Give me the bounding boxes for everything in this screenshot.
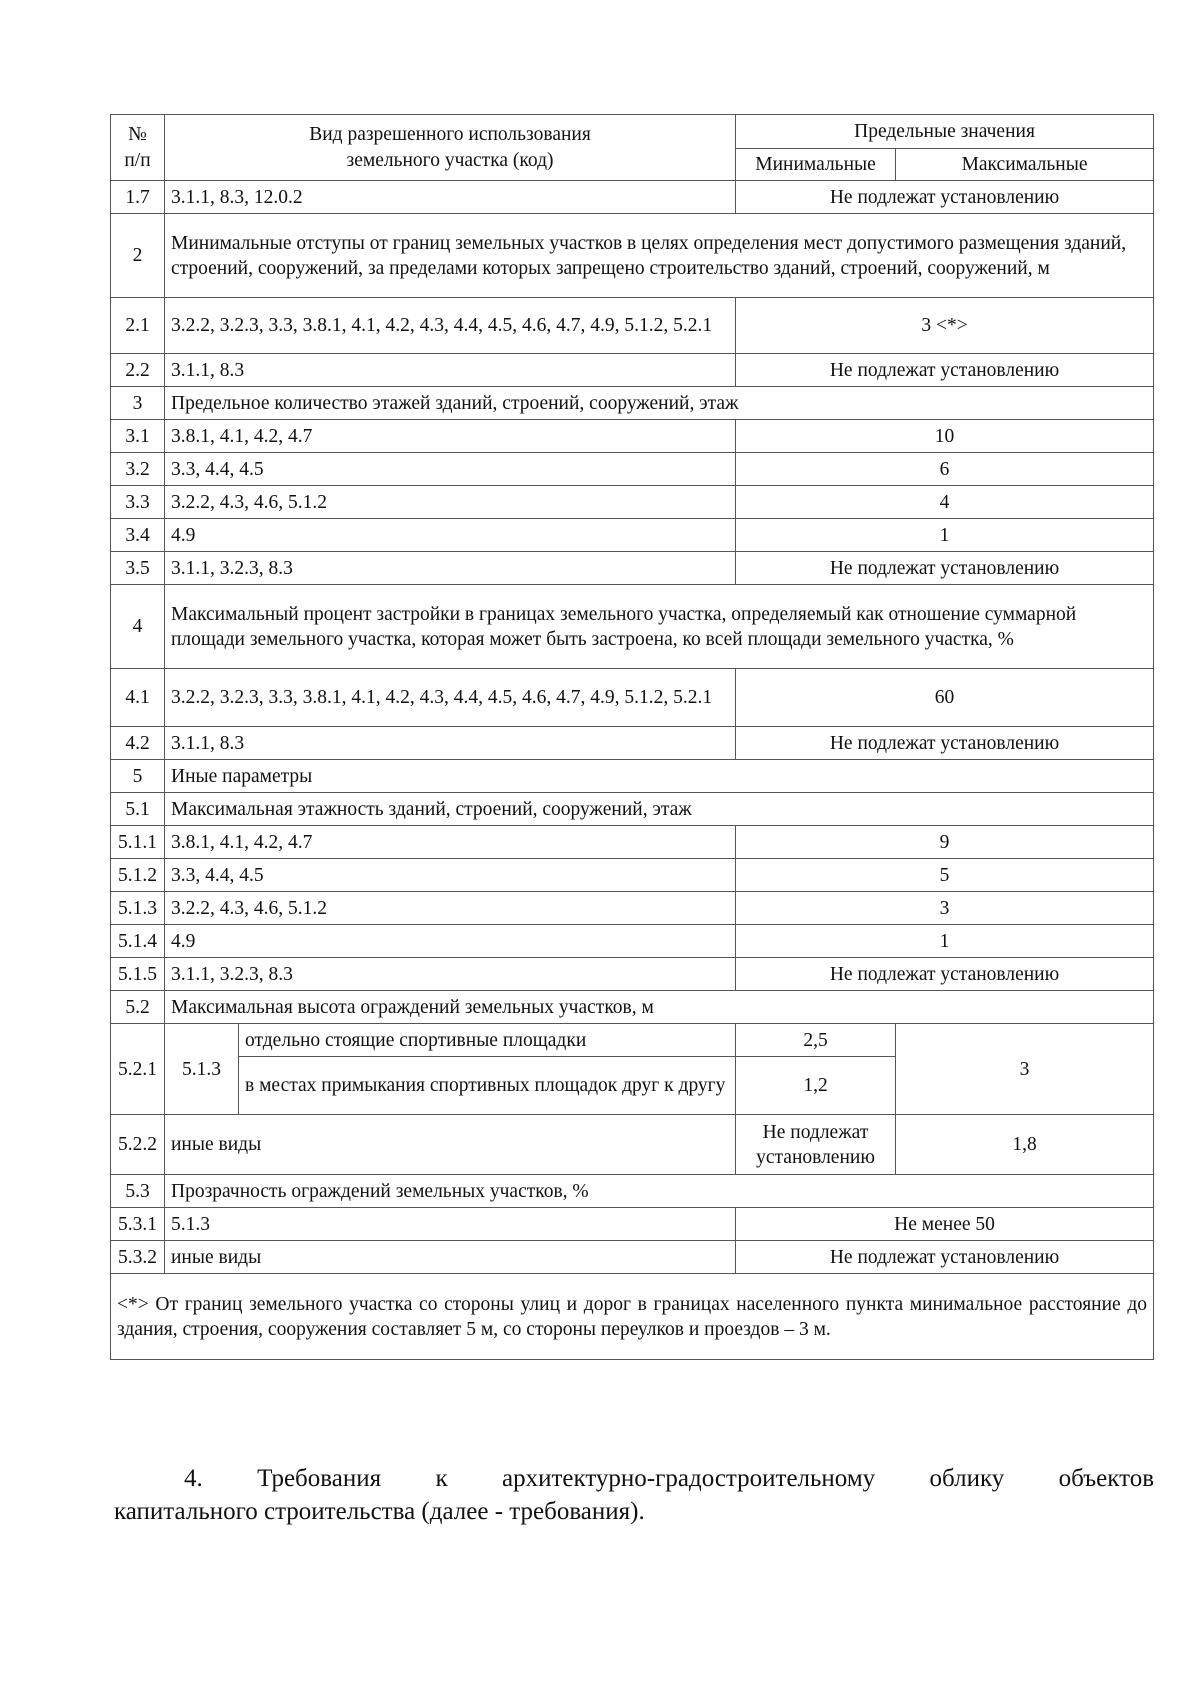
table-row xyxy=(111,1208,1154,1241)
section-row xyxy=(111,585,1154,669)
row-number: 5.1.3 xyxy=(111,892,165,925)
row-codes: иные виды xyxy=(165,1115,736,1175)
section-title: Иные параметры xyxy=(165,760,1154,793)
row-codes: 3.2.2, 4.3, 4.6, 5.1.2 xyxy=(165,892,736,925)
header-max: Максимальные xyxy=(896,149,1154,181)
footnote: <*> От границ земельного участка со стороны улиц и дорог в границах населенного пункта минимальное расстояние до здания, строения, сооружения составляет 5 м, со стороны переулков и проездов – 3 м. xyxy=(111,1274,1154,1360)
section-row xyxy=(111,214,1154,298)
paragraph-line-2: капитального строительства (далее - требования). xyxy=(114,1498,645,1525)
row-value: 5 xyxy=(736,859,1154,892)
table-row xyxy=(111,1024,1154,1057)
row-number: 5.1 xyxy=(111,793,165,826)
section-title: Минимальные отступы от границ земельных участков в целях определения мест допустимого размещения зданий, строений, сооружений, за пределами которых запрещено строительство зданий, строений, сооружений, м xyxy=(165,214,1154,298)
row-value: Не подлежат установлению xyxy=(736,354,1154,387)
row-number: 3.4 xyxy=(111,519,165,552)
section-row xyxy=(111,793,1154,826)
header-kind: Вид разрешенного использования земельного участка (код) xyxy=(165,115,736,181)
table-row xyxy=(111,298,1154,354)
table-row xyxy=(111,892,1154,925)
row-number: 3 xyxy=(111,387,165,420)
row-number: 5.3.1 xyxy=(111,1208,165,1241)
table-row xyxy=(111,859,1154,892)
row-codes: иные виды xyxy=(165,1241,736,1274)
row-codes: 3.3, 4.4, 4.5 xyxy=(165,453,736,486)
header-num: № п/п xyxy=(111,115,165,181)
row-value: 10 xyxy=(736,420,1154,453)
section-title: Прозрачность ограждений земельных участков, % xyxy=(165,1175,1154,1208)
table-row xyxy=(111,519,1154,552)
row-codes: 4.9 xyxy=(165,519,736,552)
table-row xyxy=(111,1115,1154,1175)
row-value: Не подлежат установлению xyxy=(736,958,1154,991)
row-codes: 3.2.2, 3.2.3, 3.3, 3.8.1, 4.1, 4.2, 4.3, 4.4, 4.5, 4.6, 4.7, 4.9, 5.1.2, 5.2.1 xyxy=(165,669,736,727)
row-codes: 3.8.1, 4.1, 4.2, 4.7 xyxy=(165,420,736,453)
row-number: 1.7 xyxy=(111,181,165,214)
row-number: 3.3 xyxy=(111,486,165,519)
table-row xyxy=(111,453,1154,486)
row-number: 4.1 xyxy=(111,669,165,727)
table-row xyxy=(111,925,1154,958)
row-codes: 3.1.1, 8.3 xyxy=(165,354,736,387)
row-number: 5.1.1 xyxy=(111,826,165,859)
row-value: Не подлежат установлению xyxy=(736,181,1154,214)
row-max-value: 1,8 xyxy=(896,1115,1154,1175)
row-value: 9 xyxy=(736,826,1154,859)
row-codes: 3.2.2, 3.2.3, 3.3, 3.8.1, 4.1, 4.2, 4.3, 4.4, 4.5, 4.6, 4.7, 4.9, 5.1.2, 5.2.1 xyxy=(165,298,736,354)
row-number: 3.5 xyxy=(111,552,165,585)
section-4-paragraph xyxy=(114,1462,1154,1528)
section-title: Предельное количество этажей зданий, строений, сооружений, этаж xyxy=(165,387,1154,420)
row-value: 3 xyxy=(736,892,1154,925)
row-codes: 5.1.3 xyxy=(165,1208,736,1241)
row-value: Не подлежат установлению xyxy=(736,1241,1154,1274)
row-number: 2.1 xyxy=(111,298,165,354)
row-number: 5 xyxy=(111,760,165,793)
parameters-table xyxy=(110,114,1154,1360)
row-codes: 3.3, 4.4, 4.5 xyxy=(165,859,736,892)
footnote-row xyxy=(111,1274,1154,1360)
section-title: Максимальный процент застройки в границах земельного участка, определяемый как отношение суммарной площади земельного участка, которая может быть застроена, ко всей площади земельного участка, % xyxy=(165,585,1154,669)
subrow-description: в местах примыкания спортивных площадок друг к другу xyxy=(239,1057,736,1115)
row-number: 5.1.4 xyxy=(111,925,165,958)
row-codes: 3.1.1, 8.3, 12.0.2 xyxy=(165,181,736,214)
row-codes: 3.2.2, 4.3, 4.6, 5.1.2 xyxy=(165,486,736,519)
row-value: 1 xyxy=(736,519,1154,552)
section-title: Максимальная этажность зданий, строений, сооружений, этаж xyxy=(165,793,1154,826)
row-min-value: Не подлежат установлению xyxy=(736,1115,896,1175)
row-number: 5.3 xyxy=(111,1175,165,1208)
row-codes: 3.1.1, 3.2.3, 8.3 xyxy=(165,552,736,585)
row-number: 4.2 xyxy=(111,727,165,760)
subrow-min-value: 2,5 xyxy=(736,1024,896,1057)
table-row xyxy=(111,826,1154,859)
section-row xyxy=(111,760,1154,793)
row-number: 4 xyxy=(111,585,165,669)
row-value: 60 xyxy=(736,669,1154,727)
table-row xyxy=(111,958,1154,991)
table-row xyxy=(111,181,1154,214)
row-value: 1 xyxy=(736,925,1154,958)
table-row xyxy=(111,354,1154,387)
row-number: 3.1 xyxy=(111,420,165,453)
row-value: Не подлежат установлению xyxy=(736,727,1154,760)
section-row xyxy=(111,991,1154,1024)
row-codes: 3.1.1, 3.2.3, 8.3 xyxy=(165,958,736,991)
row-codes: 5.1.3 xyxy=(165,1024,239,1115)
table-row xyxy=(111,552,1154,585)
section-row xyxy=(111,1175,1154,1208)
row-value: 4 xyxy=(736,486,1154,519)
row-codes: 3.8.1, 4.1, 4.2, 4.7 xyxy=(165,826,736,859)
row-number: 5.2 xyxy=(111,991,165,1024)
header-limits: Предельные значения xyxy=(736,115,1154,149)
table-row xyxy=(111,1241,1154,1274)
row-value: 6 xyxy=(736,453,1154,486)
row-number: 5.1.5 xyxy=(111,958,165,991)
row-number: 5.2.2 xyxy=(111,1115,165,1175)
row-codes: 3.1.1, 8.3 xyxy=(165,727,736,760)
paragraph-line-1: 4. Требования к архитектурно-градостроительному облику объектов xyxy=(184,1465,1154,1492)
row-number: 5.1.2 xyxy=(111,859,165,892)
table-row xyxy=(111,727,1154,760)
row-value: Не менее 50 xyxy=(736,1208,1154,1241)
row-number: 2 xyxy=(111,214,165,298)
section-row xyxy=(111,387,1154,420)
row-value: Не подлежат установлению xyxy=(736,552,1154,585)
row-value: 3 <*> xyxy=(736,298,1154,354)
table-row xyxy=(111,669,1154,727)
row-number: 5.2.1 xyxy=(111,1024,165,1115)
subrow-description: отдельно стоящие спортивные площадки xyxy=(239,1024,736,1057)
row-max-value: 3 xyxy=(896,1024,1154,1115)
row-number: 5.3.2 xyxy=(111,1241,165,1274)
section-title: Максимальная высота ограждений земельных участков, м xyxy=(165,991,1154,1024)
table-row xyxy=(111,420,1154,453)
subrow-min-value: 1,2 xyxy=(736,1057,896,1115)
table-row xyxy=(111,486,1154,519)
header-row xyxy=(111,115,1154,149)
header-min: Минимальные xyxy=(736,149,896,181)
row-codes: 4.9 xyxy=(165,925,736,958)
row-number: 2.2 xyxy=(111,354,165,387)
row-number: 3.2 xyxy=(111,453,165,486)
